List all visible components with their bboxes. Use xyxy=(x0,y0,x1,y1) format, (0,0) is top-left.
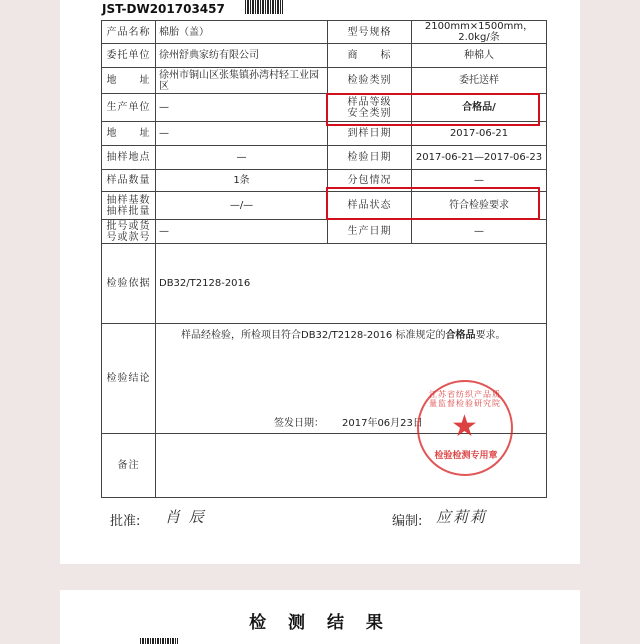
arrival-date-value: 2017-06-21 xyxy=(412,122,547,146)
conclusion-text xyxy=(159,324,543,341)
form-row-product-name xyxy=(102,21,547,44)
form-row-batch-no xyxy=(102,220,547,244)
results-title: 检 测 结 果 xyxy=(249,613,391,633)
inspection-type-label: 检验类别 xyxy=(328,68,412,94)
issue-date-value: 2017年06月23日 xyxy=(342,418,423,429)
form-row-client xyxy=(102,44,547,68)
client-address-label: 地 址 xyxy=(102,68,156,94)
sample-qty-value: 1条 xyxy=(156,170,328,192)
producer-address-value: — xyxy=(156,122,328,146)
inspection-type-value: 委托送样 xyxy=(412,68,547,94)
producer-label: 生产单位 xyxy=(102,94,156,122)
trademark-value: 种棉人 xyxy=(412,44,547,68)
conclusion-text-bold: 合格品 xyxy=(445,330,476,341)
batch-no-value: — xyxy=(156,220,328,244)
inspection-date-label: 检验日期 xyxy=(328,146,412,170)
form-row-sampling-place xyxy=(102,146,547,170)
highlight-box-sample-state xyxy=(326,187,540,220)
conclusion-text-prefix: 样品经检验，所检项目符合DB32/T2128-2016 标准规定的 xyxy=(181,330,446,341)
product-name-label: 产品名称 xyxy=(102,21,156,44)
sample-state-value: 符合检验要求 xyxy=(412,192,547,220)
sample-qty-label: 样品数量 xyxy=(102,170,156,192)
compile-label: 编制: xyxy=(392,514,423,529)
basis-label: 检验依据 xyxy=(102,244,156,324)
spec-value: 2100mm×1500mm，2.0kg/条 xyxy=(412,21,547,44)
issue-date xyxy=(274,418,423,429)
results-card xyxy=(60,590,580,644)
report-number: JST-DW201703457 xyxy=(102,2,225,16)
conclusion-label: 检验结论 xyxy=(102,324,156,434)
inspection-date-value: 2017-06-21—2017-06-23 xyxy=(412,146,547,170)
packaging-value: — xyxy=(412,170,547,192)
producer-value: — xyxy=(156,94,328,122)
approve-label: 批准: xyxy=(110,514,141,529)
sampling-place-label: 抽样地点 xyxy=(102,146,156,170)
barcode-image xyxy=(245,0,283,14)
form-row-basis xyxy=(102,244,547,324)
sampling-base-label: 抽样基数 抽样批量 xyxy=(102,192,156,220)
conclusion-text-suffix: 要求。 xyxy=(475,330,506,341)
producer-address-label: 地 址 xyxy=(102,122,156,146)
basis-value: DB32/T2128-2016 xyxy=(156,244,547,324)
sample-grade-label: 样品等级 安全类别 xyxy=(328,94,412,122)
trademark-label: 商 标 xyxy=(328,44,412,68)
highlight-box-sample-grade xyxy=(326,93,540,126)
sampling-place-value: — xyxy=(156,146,328,170)
client-value: 徐州舒典家纺有限公司 xyxy=(156,44,328,68)
seal-ring-text: 江苏省纺织产品质量监督检验研究院 xyxy=(429,390,501,408)
issue-date-label: 签发日期： xyxy=(274,418,324,429)
sample-grade-value: 合格品/ xyxy=(412,94,547,122)
seal-star-icon: ★ xyxy=(451,409,478,444)
packaging-label: 分包情况 xyxy=(328,170,412,192)
sample-state-label: 样品状态 xyxy=(328,192,412,220)
compile-signature: 应莉莉 xyxy=(436,508,488,526)
client-label: 委托单位 xyxy=(102,44,156,68)
production-date-label: 生产日期 xyxy=(328,220,412,244)
seal-foot-text: 检验检测专用章 xyxy=(434,451,498,461)
remarks-label: 备注 xyxy=(102,434,156,498)
results-barcode xyxy=(140,638,178,644)
batch-no-label: 批号或货 号或款号 xyxy=(102,220,156,244)
product-name-value: 棉胎（盖） xyxy=(156,21,328,44)
production-date-value: — xyxy=(412,220,547,244)
sampling-base-value: —/— xyxy=(156,192,328,220)
arrival-date-label: 到样日期 xyxy=(328,122,412,146)
client-address-value: 徐州市铜山区张集镇孙湾村轻工业园区 xyxy=(156,68,328,94)
approve-signature: 肖 辰 xyxy=(165,508,206,526)
spec-label: 型号规格 xyxy=(328,21,412,44)
official-seal xyxy=(417,380,513,476)
form-row-client-address xyxy=(102,68,547,94)
